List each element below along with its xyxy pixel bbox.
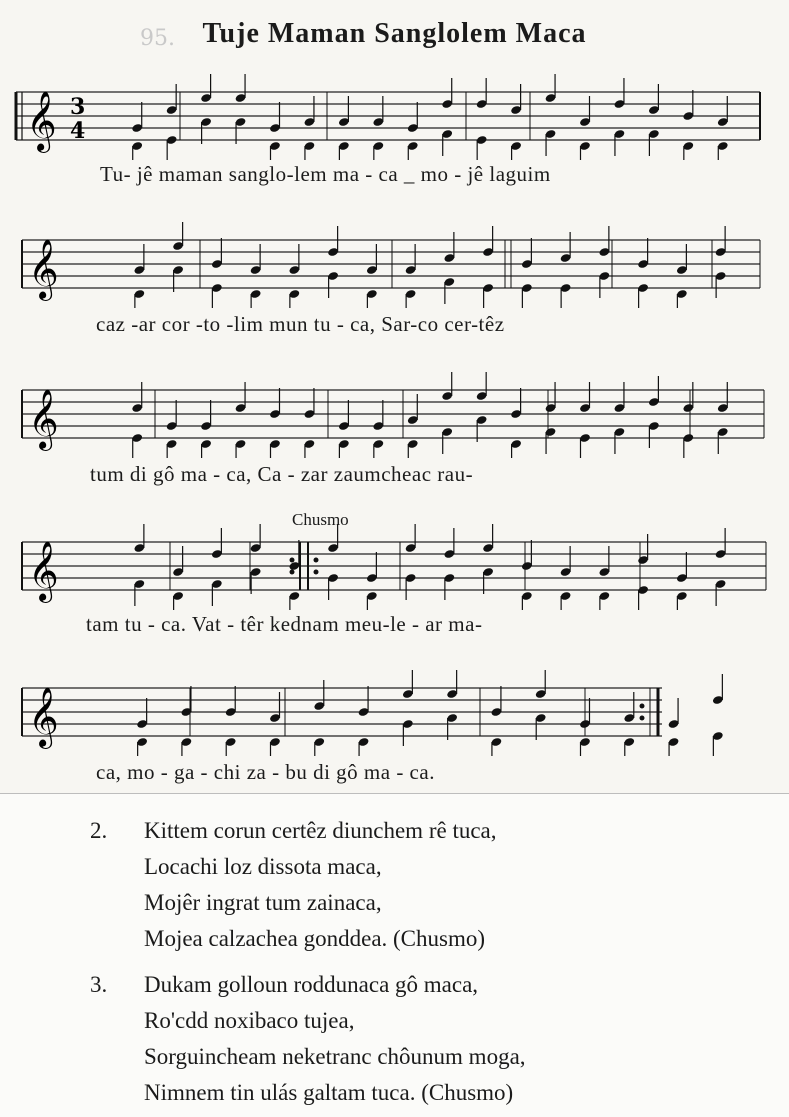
lyric-line-4: tam tu - ca. Vat - têr kednam meu-le - ar ma- (86, 612, 483, 636)
treble-clef-icon: 𝄞 (28, 687, 59, 747)
verse-line: Nimnem tin ulás galtam tuca. (Chusmo) (144, 1080, 514, 1105)
verse-line: Kittem corun certêz diunchem rê tuca, (144, 818, 497, 843)
verse-line: Sorguincheam neketranc chôunum moga, (144, 1044, 526, 1069)
verse-number: 3. (90, 972, 108, 997)
lyric-line-1: Tu- jê maman sanglo-lem ma - ca _ mo - jê laguim (100, 162, 551, 186)
treble-clef-icon: 𝄞 (26, 91, 57, 151)
lyric-line-5: ca, mo - ga - chi za - bu di gô ma - ca. (96, 760, 435, 784)
lyric-line-3: tum di gô ma - ca, Ca - zar zaumcheac rau- (90, 462, 474, 486)
treble-clef-icon: 𝄞 (28, 541, 59, 601)
verse-line: Ro'cdd noxibaco tujea, (144, 1008, 355, 1033)
verse-number: 2. (90, 818, 108, 843)
time-signature-bottom: 4 (70, 118, 86, 144)
staff-3 (0, 368, 789, 458)
staff-2 (0, 218, 789, 308)
staff-4 (0, 520, 789, 610)
chorus-label: Chusmo (292, 510, 349, 529)
verse-line: Mojea calzachea gonddea. (Chusmo) (144, 926, 486, 951)
lyric-line-2: caz -ar cor -to -lim mun tu - ca, Sar-co cer-têz (96, 312, 505, 336)
page-number: 95. (140, 26, 175, 51)
song-title: Tuje Maman Sanglolem Maca (202, 18, 587, 49)
staff-1 (0, 70, 789, 160)
verses-section (0, 807, 789, 1117)
page-divider (0, 793, 789, 808)
verse-line: Mojêr ingrat tum zainaca, (144, 890, 382, 915)
verse-line: Locachi loz dissota maca, (144, 854, 382, 879)
verse-line: Dukam golloun roddunaca gô maca, (144, 972, 479, 997)
treble-clef-icon: 𝄞 (28, 239, 59, 299)
staff-lines (16, 92, 760, 140)
staff-5 (0, 666, 789, 756)
time-signature-top: 3 (70, 94, 86, 120)
treble-clef-icon: 𝄞 (28, 389, 59, 449)
